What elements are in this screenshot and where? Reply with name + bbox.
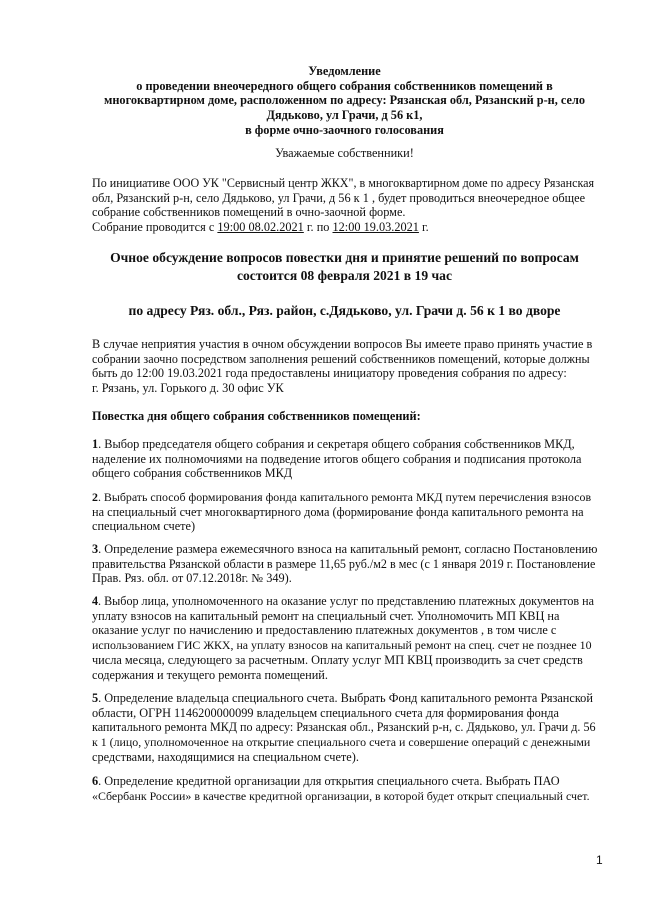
item-text: на специальный счет многоквартирного дома (формирование фонда капитального ремонта на [92,504,584,519]
notice-title [92,64,597,138]
heading-line: Очное обсуждение вопросов повестки дня и принятие решений по вопросам [110,250,579,265]
item-text: оказание услуг по начислению и предоставлению платежных документов , в том числе с [92,623,557,638]
item-text: уплату взносов на капитальный ремонт на специальный счет. Уполномочить МП КВЦ на [92,608,560,623]
item-text: числа месяца, следующего за расчетным. Оплату услуг МП КВЦ производить за счет средств [92,652,583,667]
start-date: 19:00 08.02.2021 [217,220,304,235]
item-number: 5 [92,691,99,705]
agenda-item-6 [92,774,597,803]
address-line: по адресу Ряз. обл., Ряз. район, с.Дядьково, ул. Грачи д. 56 к 1 во дворе [128,303,561,318]
item-number: 4 [92,594,99,608]
item-text: использованием ГИС ЖКХ, на уплату взносов на капитальный ремонт на спец. счет не позднее 10 [92,638,592,653]
item-text: . Выбор председателя общего собрания и секретаря общего собрания собственников МКД, [98,437,575,451]
item-text: . Определение кредитной организации для открытия специального счета. Выбрать ПАО [98,774,560,788]
item-text: . Выбрать способ формирования фонда капитального ремонта МКД путем перечисления взносов [97,490,592,504]
meeting-address [92,302,597,320]
absentee-line: собрании заочно посредством заполнения решений собственников помещений, которые должны [92,351,590,366]
title-line: о проведении внеочередного общего собрания собственников помещений в [136,78,553,93]
item-text: капитального ремонта МКД по адресу: Рязанская обл., Рязанский р-н, с. Дядьково, ул. Грачи д. 56 [92,720,596,735]
absentee-line: г. Рязань, ул. Горького д. 30 офис УК [92,381,284,396]
agenda-item-1 [92,437,597,481]
agenda-item-4 [92,594,597,682]
period-prefix: Собрание проводится с [92,220,218,235]
greeting [92,146,597,161]
title-line: многоквартирном доме, расположенном по адресу: Рязанская обл, Рязанский р-н, село [103,93,586,108]
period-suffix: г. [418,220,429,235]
intro-paragraph [92,176,597,235]
item-number: 3 [92,542,99,556]
agenda-item-2 [92,490,597,534]
absentee-paragraph [92,337,597,396]
item-number: 1 [92,437,99,451]
item-text: специальном счете) [92,519,196,534]
absentee-line: быть до 12:00 19.03.2021 года предоставлены инициатору проведения собрания по адресу: [92,366,567,381]
intro-line: собрание собственников помещений в очно-заочной форме. [92,205,406,220]
intro-line: обл, Рязанский р-н, село Дядьково, ул Грачи, д 56 к 1 , будет проводиться внеочередное общее [92,190,586,205]
heading-line: состоится 08 февраля 2021 в 19 час [236,267,453,283]
agenda-item-3 [92,542,597,586]
item-text: . Выбор лица, уполномоченного на оказание услуг по представлению платежных документов на [98,594,594,608]
period-middle: г. по [303,220,333,235]
item-text: правительства Рязанской области в размере 11,65 руб./м2 в мес (с 1 января 2019 г. Постановление [92,556,596,571]
title-line: Дядьково, ул Грачи, д 56 к1, [266,108,423,123]
item-number: 2 [92,490,98,504]
intro-line: По инициативе ООО УК "Сервисный центр ЖКХ", в многоквартирном доме по адресу Рязанская [92,176,595,190]
item-text: . Определение владельца специального счета. Выбрать Фонд капитального ремонта Рязанской [98,691,593,705]
item-text: области, ОГРН 1146200000099 владельцем специального счета для формирования фонда [92,705,560,720]
agenda-title-text: Повестка дня общего собрания собственников помещений: [92,409,421,423]
meeting-period [92,220,597,235]
item-number: 6 [92,774,99,788]
page-number: 1 [596,853,603,867]
end-date: 12:00 19.03.2021 [332,220,419,235]
item-text: «Сбербанк России» в качестве кредитной организации, в которой будет открыт специальный счет. [92,788,590,803]
title-line: в форме очно-заочного голосования [245,122,444,137]
item-text: . Определение размера ежемесячного взноса на капитальный ремонт, согласно Постановлению [98,542,598,556]
title-line: Уведомление [308,64,381,78]
in-person-heading [92,249,597,284]
agenda-item-5 [92,691,597,765]
agenda-title [92,409,597,424]
item-text: общего собрания собственников МКД [92,466,293,481]
item-text: содержания и текущего ремонта помещений. [92,667,328,682]
item-text: к 1 (лицо, уполномоченное на открытие специального счета и совершение операций с денежными [92,735,591,750]
item-text: Прав. Ряз. обл. от 07.12.2018г. № 349). [92,571,292,586]
item-text: средствами, находящимися на специальном счете). [92,749,359,764]
absentee-line: В случае неприятия участия в очном обсуждении вопросов Вы имеете право принять участие в [92,337,593,351]
greeting-text: Уважаемые собственники! [275,146,414,160]
item-text: наделение их полномочиями на подведение итогов общего собрания и подписания протокола [92,451,582,466]
